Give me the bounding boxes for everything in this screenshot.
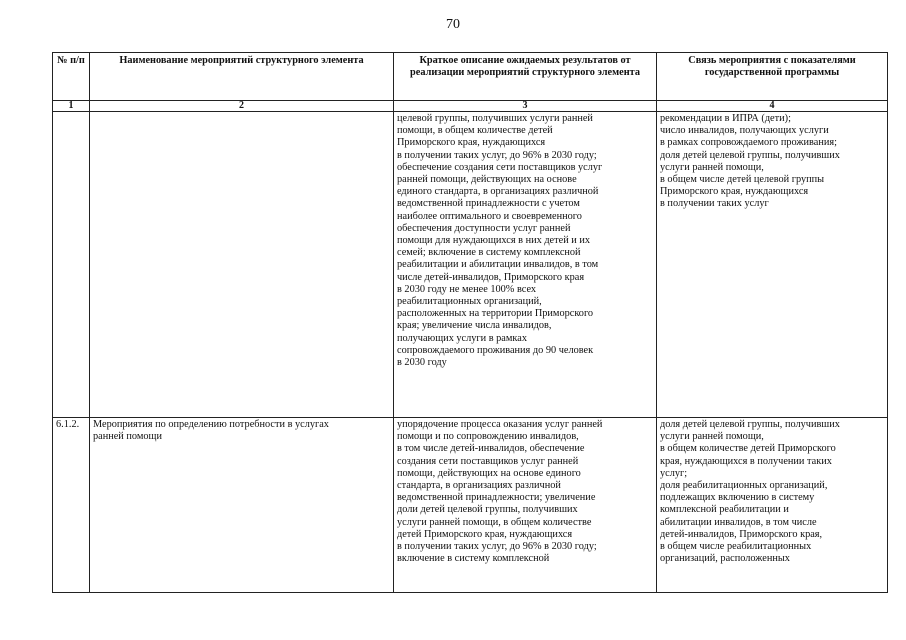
header-description: Краткое описание ожидаемых результатов от реализации мероприятий структурного элемента — [394, 53, 657, 101]
text-line: упорядочение процесса оказания услуг ранней — [397, 419, 603, 430]
text-line: услуг; — [660, 467, 688, 479]
page-number: 70 — [446, 17, 460, 32]
text-line: комплексной реабилитации и — [660, 504, 789, 516]
table-row — [53, 418, 888, 593]
column-number: 2 — [90, 101, 394, 112]
text-line: края, нуждающихся в получении таких — [660, 455, 832, 467]
description-cell — [394, 418, 657, 593]
text-line: в 2030 году — [397, 357, 447, 369]
text-line: число инвалидов, получающих услуги — [660, 125, 829, 137]
text-line: в получении таких услуг, до 96% в 2030 году; — [397, 541, 597, 553]
text-line: ведомственной принадлежности; увеличение — [397, 492, 596, 504]
text-line: в общем числе детей целевой группы — [660, 174, 825, 186]
text-line: получающих услуги в рамках — [397, 332, 527, 344]
column-number-row — [53, 101, 888, 112]
text-line: доли детей целевой группы, получивших — [397, 504, 578, 516]
text-line: наиболее оптимального и своевременного — [397, 210, 582, 222]
text-line: Мероприятия по определению потребности в услугах — [93, 419, 329, 430]
text-line: в рамках сопровождаемого проживания; — [660, 137, 837, 149]
text-line: детей Приморского края, нуждающихся — [397, 528, 573, 540]
text-line: реабилитации и абилитации инвалидов, в том — [397, 259, 599, 271]
text-line: сопровождаемого проживания до 90 человек — [397, 344, 594, 356]
text-line: ведомственной принадлежности с учетом — [397, 198, 580, 210]
header-link: Связь мероприятия с показателями государственной программы — [657, 53, 888, 101]
text-line: обеспечение создания сети поставщиков услуг — [397, 161, 603, 173]
header-row — [53, 53, 888, 101]
header-num: № п/п — [53, 53, 90, 101]
text-line: расположенных на территории Приморского — [397, 308, 594, 320]
column-number: 4 — [657, 101, 888, 112]
text-line: детей-инвалидов, Приморского края, — [660, 528, 823, 540]
text-line: создания сети поставщиков услуг ранней — [397, 455, 579, 467]
text-line: услуги ранней помощи, — [660, 431, 764, 443]
text-line: в получении таких услуг — [660, 198, 769, 210]
text-line: доля реабилитационных организаций, — [660, 480, 828, 492]
text-line: Приморского края, нуждающихся — [397, 137, 546, 149]
text-line: подлежащих включению в систему — [660, 492, 815, 504]
row-number-cell — [53, 112, 90, 418]
column-number: 1 — [53, 101, 90, 112]
text-line: обеспечения доступности услуг ранней — [397, 222, 571, 234]
indicator-link-cell — [657, 112, 888, 418]
text-line: в получении таких услуг, до 96% в 2030 году; — [397, 149, 597, 161]
text-line: семей; включение в систему комплексной — [397, 247, 581, 259]
text-line: ранней помощи — [93, 431, 162, 443]
text-line: в общем количестве детей Приморского — [660, 443, 836, 455]
text-line: помощи, в общем количестве детей — [397, 125, 553, 137]
text-line: доля детей целевой группы, получивших — [660, 149, 840, 161]
text-line: услуги ранней помощи, в общем количестве — [397, 516, 592, 528]
text-line: ранней помощи, действующих на основе — [397, 174, 577, 186]
text-line: организаций, расположенных — [660, 553, 790, 565]
measure-name-cell — [90, 112, 394, 418]
text-line: в 2030 году не менее 100% всех — [397, 283, 537, 295]
measure-name-cell — [90, 418, 394, 593]
text-line: в том числе детей-инвалидов, обеспечение — [397, 443, 585, 455]
text-line: помощи для нуждающихся в них детей и их — [397, 235, 591, 247]
text-line: целевой группы, получивших услуги ранней — [397, 113, 593, 124]
table-row — [53, 112, 888, 418]
text-line: реабилитационных организаций, — [397, 296, 542, 308]
text-line: включение в систему комплексной — [397, 553, 550, 565]
text-line: края; увеличение числа инвалидов, — [397, 320, 552, 332]
header-name: Наименование мероприятий структурного элемента — [90, 53, 394, 101]
text-line: Приморского края, нуждающихся — [660, 186, 809, 198]
text-line: стандарта, в организациях различной — [397, 480, 561, 492]
text-line: единого стандарта, в организациях различной — [397, 186, 599, 198]
program-table — [52, 52, 888, 593]
text-line: доля детей целевой группы, получивших — [660, 419, 840, 430]
text-line: помощи, действующих на основе единого — [397, 467, 581, 479]
indicator-link-cell — [657, 418, 888, 593]
text-line: помощи и по сопровождению инвалидов, — [397, 431, 579, 443]
description-cell — [394, 112, 657, 418]
text-line: в общем числе реабилитационных — [660, 541, 812, 553]
text-line: абилитации инвалидов, в том числе — [660, 516, 817, 528]
text-line: услуги ранней помощи, — [660, 161, 764, 173]
row-number-cell: 6.1.2. — [53, 418, 90, 593]
column-number: 3 — [394, 101, 657, 112]
text-line: числе детей-инвалидов, Приморского края — [397, 271, 585, 283]
text-line: рекомендации в ИПРА (дети); — [660, 113, 791, 124]
